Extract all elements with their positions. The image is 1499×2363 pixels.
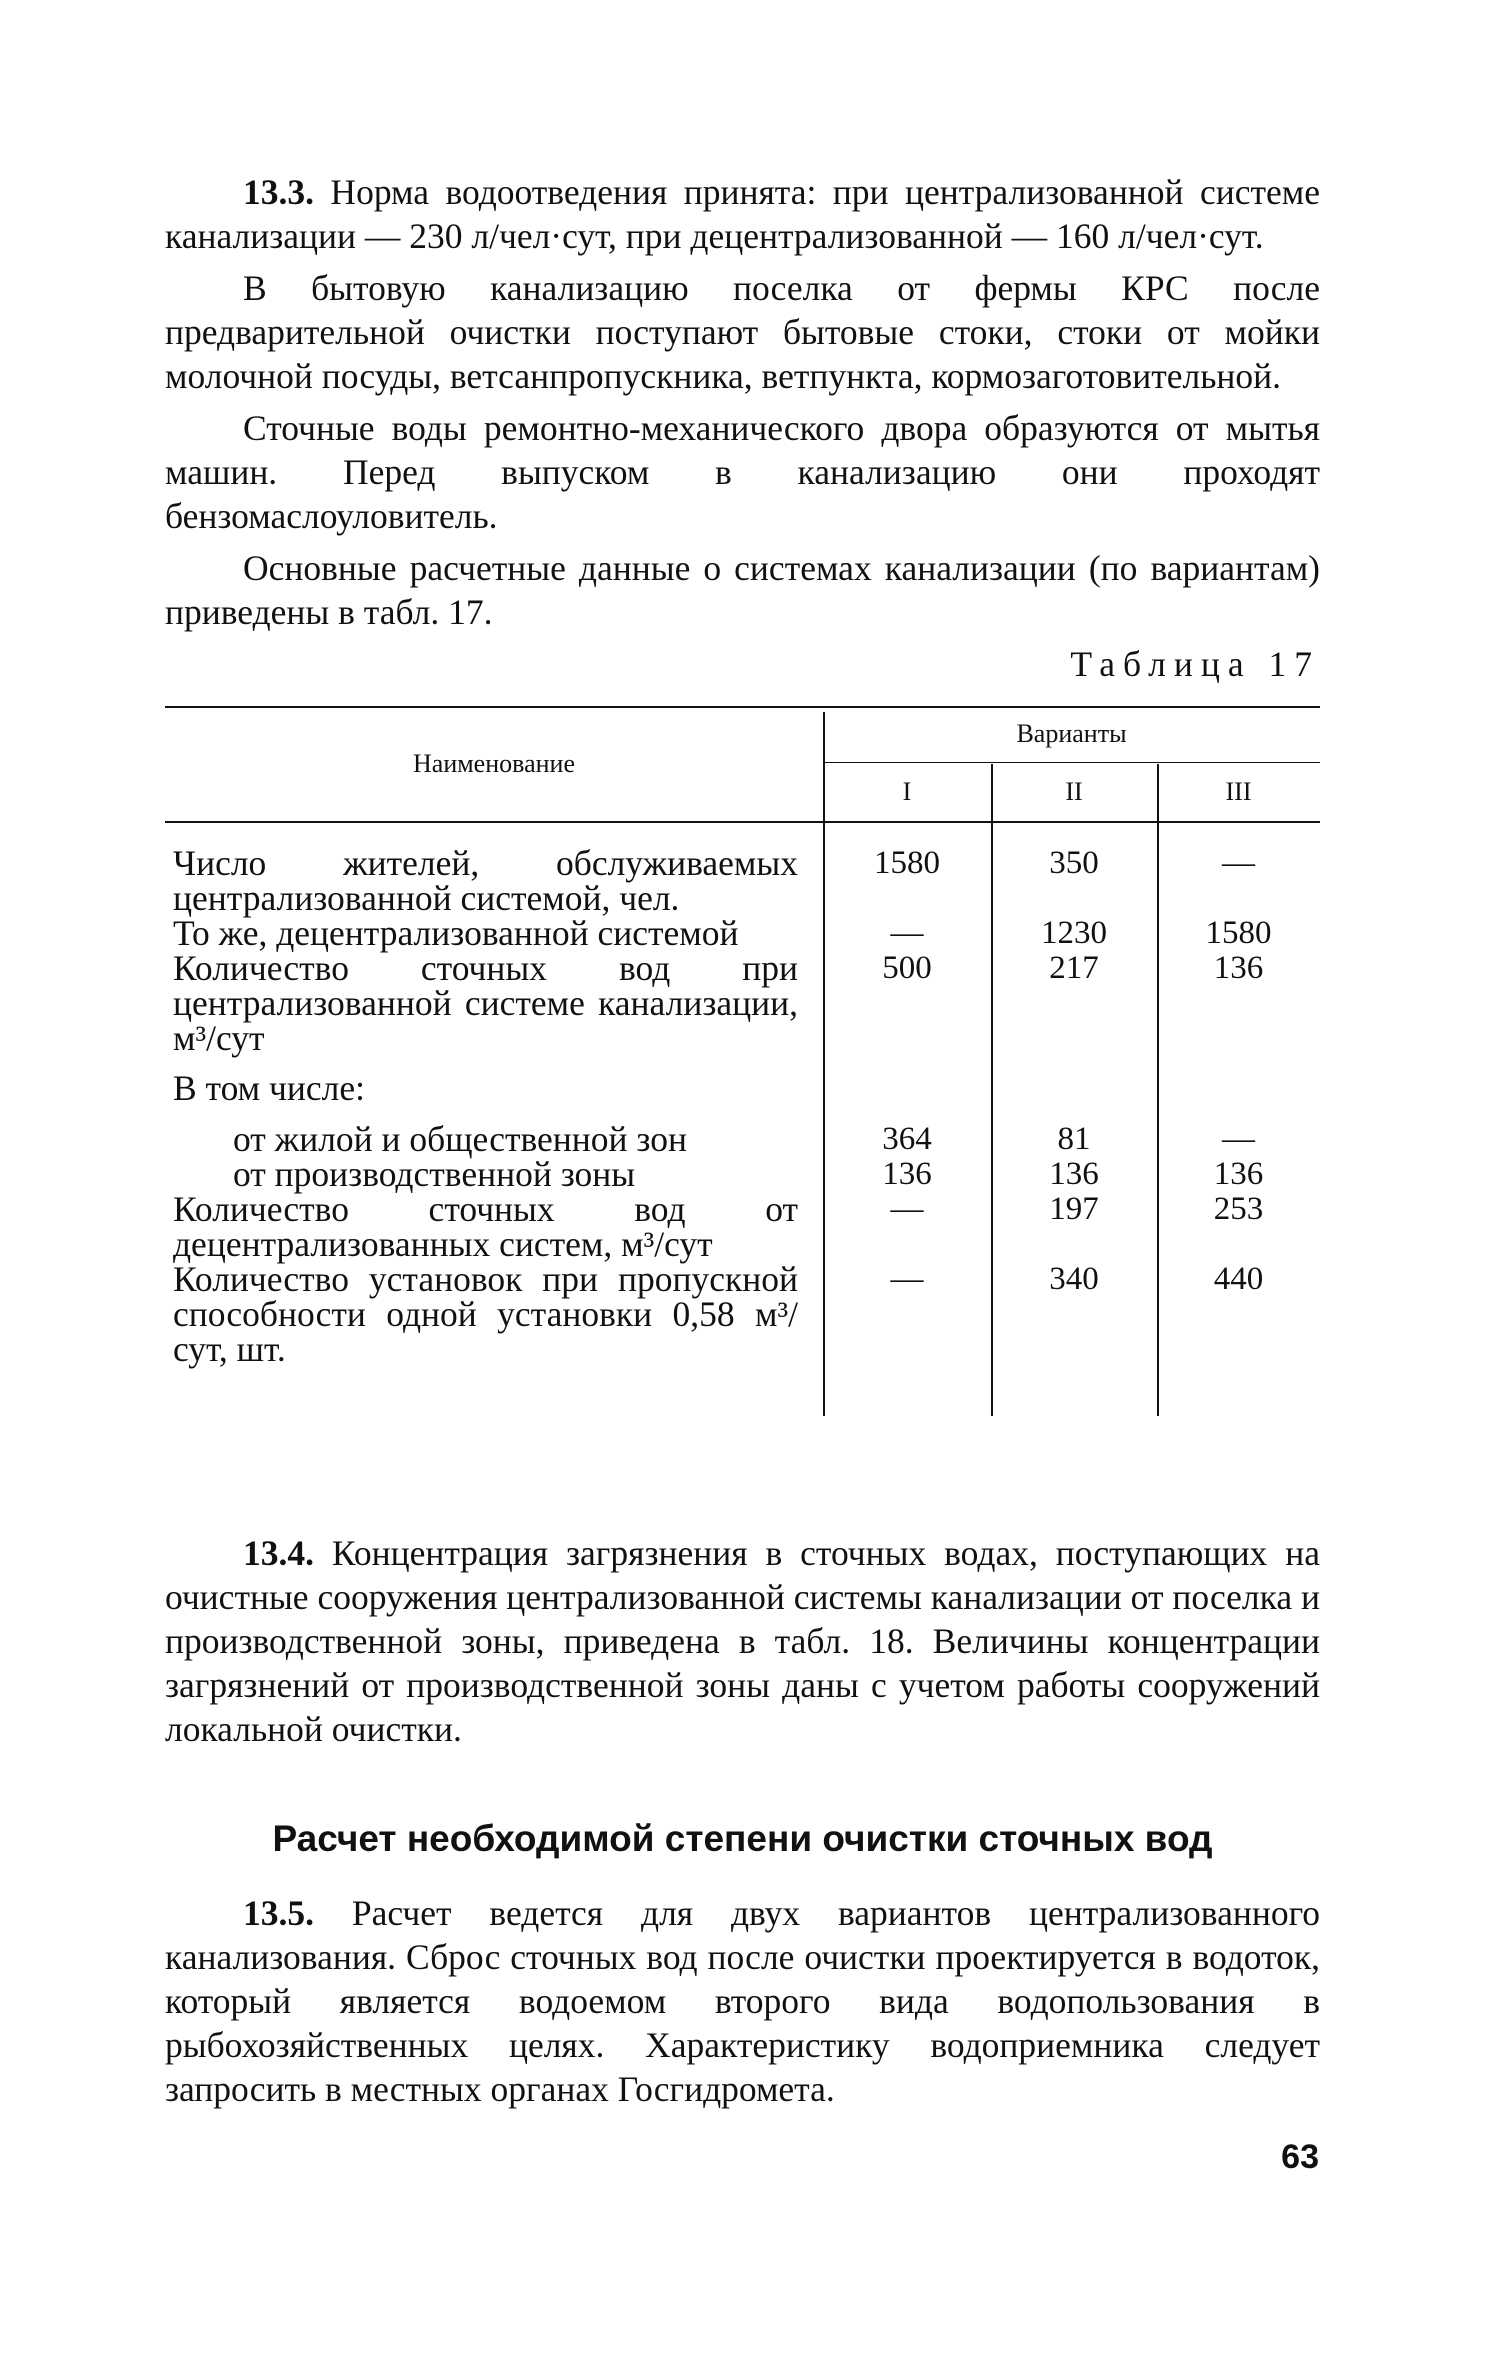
paragraph-main-data: Основные расчетные данные о системах канализации (по вариантам) приведены в табл. 17.: [165, 548, 1320, 632]
paragraph-repair-yard: Сточные воды ремонтно-механического двора образуются от мытья машин. Перед выпуском в канализацию они проходят бензомаслоуловитель.: [165, 408, 1320, 536]
section-heading: Расчет необходимой степени очистки сточных вод: [272, 1818, 1213, 1859]
section-number: 13.5.: [243, 1893, 314, 1933]
paragraph-text: Расчет ведется для двух вариантов централизованного канализования. Сброс сточных вод после очистки проектируется в водоток, который является водоемом второго вида водопользования в рыбохозяйственных целях. Характеристику водоприемника следует запросить в местных органах Госгидромета.: [165, 1893, 1320, 2109]
row-value: 500: [882, 950, 932, 986]
row-value: —: [1222, 1121, 1255, 1157]
row-value: 364: [882, 1121, 932, 1157]
row-value: 1580: [874, 845, 940, 881]
row-value: 440: [1213, 1261, 1264, 1297]
header-name: Наименование: [413, 748, 575, 778]
row-name: В том числе:: [173, 1068, 365, 1108]
row-name: Количество сточных вод от децентрализованных систем, м³/сут: [173, 1189, 798, 1264]
row-value: 1580: [1205, 915, 1272, 951]
row-name: Число жителей, обслуживаемых централизованной системой, чел.: [173, 843, 798, 918]
row-name: То же, децентрализованной системой: [173, 913, 739, 953]
table-17: [165, 706, 1320, 1416]
row-value: 340: [1049, 1261, 1099, 1297]
paragraph-text: Норма водоотведения принята: при централизованной системе канализации — 230 л/чел·сут, при децентрализованной — 160 л/чел·сут.: [165, 172, 1320, 256]
header-col-2: II: [1065, 776, 1083, 806]
table-header-rule: [165, 821, 1320, 823]
row-value: —: [890, 1261, 924, 1297]
paragraph-13-3: [165, 170, 1320, 258]
page-number: 63: [1281, 2138, 1319, 2176]
page-body: [165, 170, 1320, 2111]
row-value: —: [890, 1191, 924, 1227]
row-name: от жилой и общественной зон: [233, 1119, 687, 1159]
row-value: 1230: [1041, 915, 1107, 951]
row-value: 197: [1049, 1191, 1099, 1227]
row-value: 253: [1213, 1191, 1264, 1227]
row-value: 136: [1049, 1156, 1099, 1192]
row-name: Количество установок при пропускной способности одной установки 0,58 м³/сут, шт.: [173, 1259, 798, 1369]
section-number: 13.3.: [243, 172, 314, 212]
paragraph-13-5: [165, 1891, 1320, 2111]
paragraph-13-4: [165, 1531, 1320, 1751]
header-variants: Варианты: [1016, 719, 1127, 748]
row-name: от производственной зоны: [233, 1154, 636, 1194]
row-value: —: [1222, 845, 1255, 881]
paragraph-household: В бытовую канализацию поселка от фермы КРС после предварительной очистки поступают бытовые стоки, стоки от мойки молочной посуды, ветсанпропускника, ветпункта, кормозаготовительной.: [165, 268, 1320, 396]
row-value: —: [890, 915, 924, 951]
row-value: 136: [1213, 1156, 1264, 1192]
row-value: 136: [1213, 950, 1264, 986]
paragraph-text: Концентрация загрязнения в сточных водах, поступающих на очистные сооружения централизованной системы канализации от поселка и производственной зоны, приведена в табл. 18. Величины концентрации загрязнений от производственной зоны даны с учетом работы сооружений локальной очистки.: [165, 1533, 1320, 1749]
row-value: 81: [1057, 1121, 1091, 1157]
row-value: 350: [1049, 845, 1099, 881]
header-col-1: I: [902, 776, 912, 806]
table-caption: Таблица 17: [1070, 644, 1320, 684]
header-col-3: III: [1225, 776, 1252, 806]
section-number: 13.4.: [243, 1533, 314, 1573]
row-name: Количество сточных вод при централизованной системе канализации, м³/сут: [173, 948, 798, 1058]
row-value: 217: [1049, 950, 1099, 986]
row-value: 136: [882, 1156, 932, 1192]
